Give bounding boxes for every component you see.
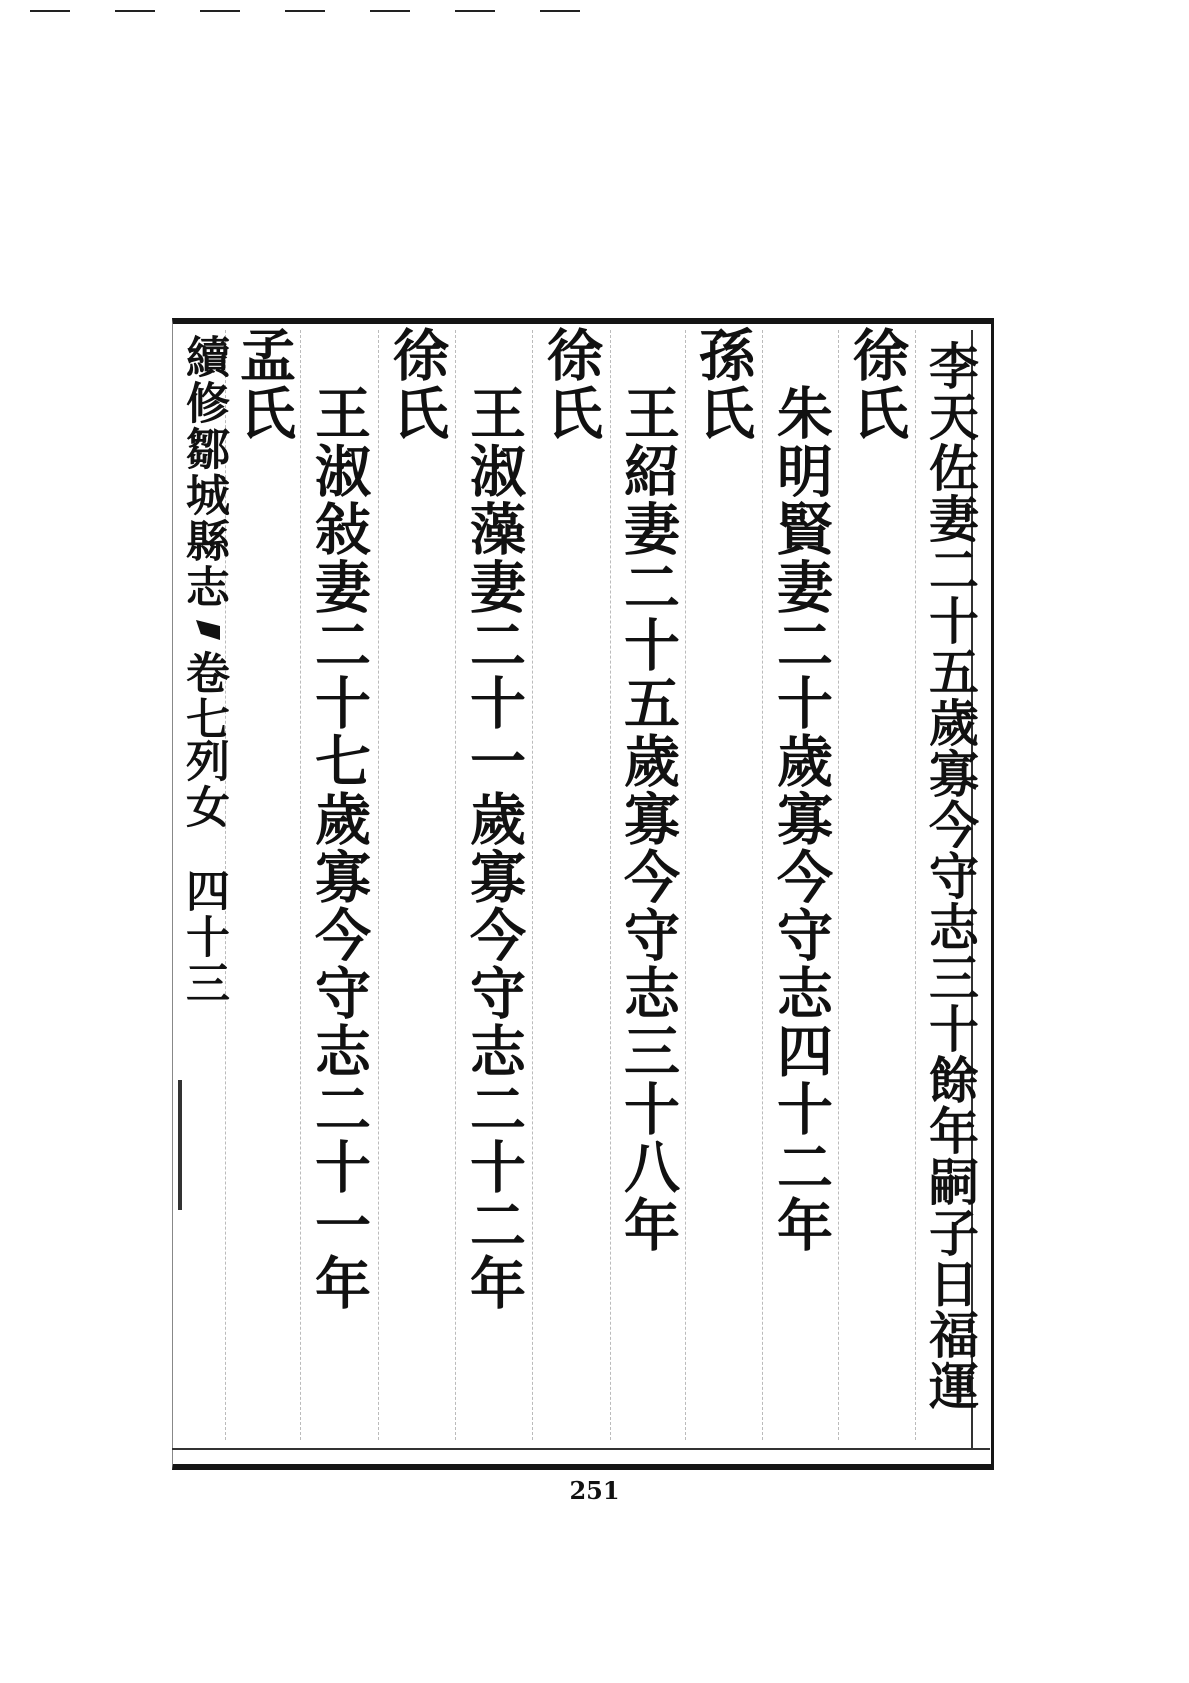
column-rule xyxy=(455,330,456,1440)
scan-mark xyxy=(540,10,580,12)
text-column: 孟氏 xyxy=(231,326,297,442)
margin-rule xyxy=(178,1080,182,1210)
column-rule xyxy=(685,330,686,1440)
column-rule xyxy=(915,330,916,1440)
leaf-number: 四十三 xyxy=(178,868,229,1006)
scan-mark xyxy=(285,10,325,12)
column-rule xyxy=(838,330,839,1440)
text-column: 朱明賢妻二十歲寡今守志四十二年 xyxy=(768,384,834,1254)
column-rule xyxy=(610,330,611,1440)
text-column: 徐氏 xyxy=(538,326,604,442)
text-column: 王淑敍妻二十七歲寡今守志二十一年 xyxy=(306,384,372,1312)
section-label: 列女 xyxy=(178,738,229,830)
volume-label: 卷七 xyxy=(178,650,229,742)
text-column: 王淑藻妻二十一歲寡今守志二十二年 xyxy=(461,384,527,1312)
column-rule xyxy=(378,330,379,1440)
text-column: 王紹妻二十五歲寡今守志三十八年 xyxy=(615,384,681,1254)
scan-mark xyxy=(370,10,410,12)
frame-inner-rule xyxy=(172,1448,990,1450)
column-rule xyxy=(762,330,763,1440)
column-rule xyxy=(532,330,533,1440)
text-column: 孫氏 xyxy=(690,326,756,442)
scan-mark xyxy=(115,10,155,12)
page-number: 251 xyxy=(569,1476,620,1505)
book-title: 續修鄒城縣志 xyxy=(178,334,229,610)
page-frame xyxy=(172,318,994,1470)
scan-mark xyxy=(30,10,70,12)
column-rule xyxy=(300,330,301,1440)
text-column: 徐氏 xyxy=(844,326,910,442)
scan-mark xyxy=(455,10,495,12)
text-column: 徐氏 xyxy=(384,326,450,442)
scan-mark xyxy=(200,10,240,12)
text-column: 李天佐妻二十五歲寡今守志三十餘年嗣子日福運 xyxy=(921,340,980,1411)
